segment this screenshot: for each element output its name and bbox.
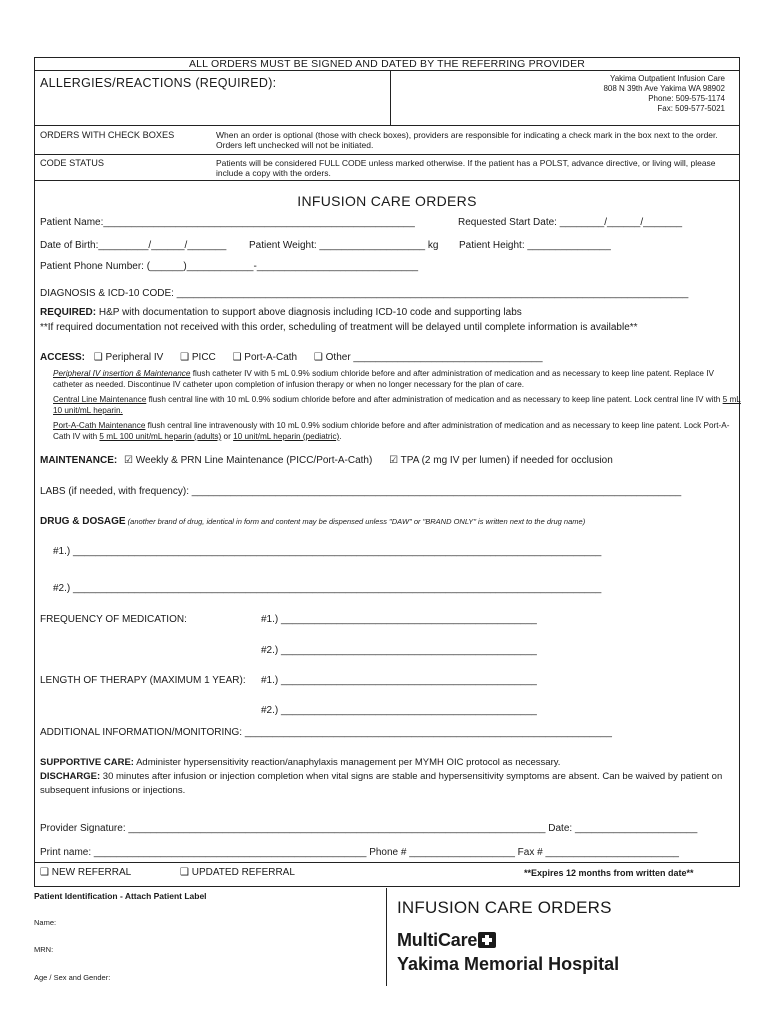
multicare-cross-icon xyxy=(478,932,496,948)
patient-id-name[interactable]: Name: xyxy=(34,918,57,927)
check-boxes-label: ORDERS WITH CHECK BOXES xyxy=(40,130,175,140)
piv-body: flush catheter IV with 5 mL 0.9% sodium chloride before and after administration of medication and as necessary to keep line patent. Replace IV catheter as needed. Discontinue IV catheter upon completion of infusion therapy or when no longer necessary for the plan of care. xyxy=(53,369,714,389)
hospital-name: Yakima Memorial Hospital xyxy=(397,954,620,974)
central-line-text xyxy=(53,394,743,416)
access-other-checkbox[interactable]: ❑ Other __________________________________ xyxy=(313,352,543,363)
discharge-text: 30 minutes after infusion or injection completion when vital signs are stable and hypersensitivity symptoms are absent. Can be waived by patient on subsequent infusions or injections. xyxy=(40,771,723,796)
frequency-line-2[interactable]: #2.) ______________________________________________ xyxy=(261,645,537,656)
length-line-2[interactable]: #2.) ______________________________________________ xyxy=(261,705,537,716)
form-title: INFUSION CARE ORDERS xyxy=(297,193,477,209)
required-label: REQUIRED: xyxy=(40,307,97,318)
access-picc-checkbox[interactable]: ❑ PICC xyxy=(180,352,216,363)
patient-name-field[interactable]: Patient Name:________________________________________________________ xyxy=(40,217,415,228)
updated-referral-checkbox[interactable]: ❑ UPDATED REFERRAL xyxy=(180,867,295,878)
supportive-care xyxy=(40,756,730,770)
length-label: LENGTH OF THERAPY (MAXIMUM 1 YEAR): xyxy=(40,675,246,686)
cl-body: flush central line with 10 mL 0.9% sodium chloride before and after administration of medication and as necessary to keep line patent. Lock central line IV with xyxy=(146,395,723,404)
length-line-1[interactable]: #1.) ______________________________________________ xyxy=(261,675,537,686)
patient-id-title: Patient Identification - Attach Patient Label xyxy=(34,891,207,901)
discharge xyxy=(40,770,730,798)
provider-signature-field[interactable]: Provider Signature: ___________________________________________________________________________ Date: ______________________ xyxy=(40,823,698,834)
expires-note: **Expires 12 months from written date** xyxy=(524,868,694,878)
labs-field[interactable]: LABS (if needed, with frequency): ________________________________________________________________________________________ xyxy=(40,486,682,497)
facility-address xyxy=(390,71,739,125)
brand-block xyxy=(386,888,740,986)
pac-dose-peds: 10 unit/mL heparin (pediatric) xyxy=(233,432,340,441)
pac-body: flush central line intravenously with 10 mL 0.9% sodium chloride before and after administration of medication and as necessary to keep line patent. Lock Port-A-Cath IV with xyxy=(53,421,730,441)
code-status-label: CODE STATUS xyxy=(40,158,104,168)
access-peripheral-checkbox[interactable]: ❑ Peripheral IV xyxy=(93,352,164,363)
drug-line-2[interactable]: #2.) _______________________________________________________________________________________________ xyxy=(53,583,602,594)
check-boxes-row xyxy=(35,127,739,155)
frequency-line-1[interactable]: #1.) ______________________________________________ xyxy=(261,614,537,625)
facility-fax: Fax: 509-577-5021 xyxy=(657,104,725,113)
access-port-checkbox[interactable]: ❑ Port-A-Cath xyxy=(232,352,298,363)
access-label: ACCESS: xyxy=(40,352,86,363)
required-line xyxy=(40,307,522,318)
signature-banner: ALL ORDERS MUST BE SIGNED AND DATED BY THE REFERRING PROVIDER xyxy=(35,58,739,71)
drug-line-1[interactable]: #1.) _______________________________________________________________________________________________ xyxy=(53,546,602,557)
cl-title: Central Line Maintenance xyxy=(53,395,147,404)
allergies-label: ALLERGIES/REACTIONS (REQUIRED): xyxy=(40,76,277,90)
required-text: H&P with documentation to support above diagnosis including ICD-10 code and supporting labs xyxy=(96,307,522,318)
diagnosis-field[interactable]: DIAGNOSIS & ICD-10 CODE: ____________________________________________________________________________________________ xyxy=(40,288,689,299)
supportive-label: SUPPORTIVE CARE: xyxy=(40,757,134,768)
facility-street: 808 N 39th Ave Yakima WA 98902 xyxy=(603,84,725,93)
dob-field[interactable]: Date of Birth:_________/______/_______ xyxy=(40,240,227,251)
cl-dose: 5 mL 10 unit/mL heparin. xyxy=(53,395,741,415)
drug-dosage-heading xyxy=(40,516,585,527)
phone-field[interactable]: Patient Phone Number: (______)____________-_____________________________ xyxy=(40,261,419,272)
required-note: **If required documentation not received with this order, scheduling of treatment will be delayed until complete information is available** xyxy=(40,322,638,333)
pac-or: or xyxy=(221,432,234,441)
allergies-row xyxy=(35,71,739,126)
brand-name: MultiCare xyxy=(397,930,478,950)
print-name-field[interactable]: Print name: _________________________________________________ Phone # ___________________ Fax # ________________________ xyxy=(40,847,679,858)
check-boxes-text: When an order is optional (those with check boxes), providers are responsible for indicating a check mark in the box next to the order. Orders left unchecked will not be initiated. xyxy=(216,130,718,150)
divider xyxy=(34,862,740,863)
maintenance-weekly-checkbox[interactable]: ☑ Weekly & PRN Line Maintenance (PICC/Port-A-Cath) xyxy=(124,455,373,466)
footer-title: INFUSION CARE ORDERS xyxy=(397,898,612,917)
drug-label: DRUG & DOSAGE xyxy=(40,516,126,527)
access-row xyxy=(40,352,543,363)
code-status-text: Patients will be considered FULL CODE unless marked otherwise. If the patient has a POLST, advance directive, or living will, please include a copy with the orders. xyxy=(216,158,716,178)
drug-note: (another brand of drug, identical in form and content may be dispensed unless "DAW" or "BRAND ONLY" is written next to the drug name) xyxy=(125,517,586,526)
peripheral-iv-text xyxy=(53,368,743,390)
additional-info-field[interactable]: ADDITIONAL INFORMATION/MONITORING: __________________________________________________________________ xyxy=(40,727,612,738)
patient-id-age[interactable]: Age / Sex and Gender: xyxy=(34,973,111,982)
discharge-label: DISCHARGE: xyxy=(40,771,101,782)
height-field[interactable]: Patient Height: _______________ xyxy=(459,240,611,251)
maintenance-row xyxy=(40,455,613,466)
start-date-field[interactable]: Requested Start Date: ________/______/_______ xyxy=(458,217,683,228)
code-status-row xyxy=(35,155,739,181)
maintenance-label: MAINTENANCE: xyxy=(40,455,118,466)
pac-dose-adult: 5 mL 100 unit/mL heparin (adults) xyxy=(99,432,222,441)
port-a-cath-text xyxy=(53,420,743,442)
facility-name: Yakima Outpatient Infusion Care xyxy=(609,74,725,83)
supportive-text: Administer hypersensitivity reaction/anaphylaxis management per MYMH OIC protocol as necessary. xyxy=(133,757,561,768)
weight-field[interactable]: Patient Weight: ___________________ kg xyxy=(249,240,439,251)
new-referral-checkbox[interactable]: ❑ NEW REFERRAL xyxy=(40,867,132,878)
pac-title: Port-A-Cath Maintenance xyxy=(53,421,146,430)
facility-phone: Phone: 509-575-1174 xyxy=(648,94,725,103)
patient-id-mrn[interactable]: MRN: xyxy=(34,945,54,954)
pac-end: . xyxy=(339,432,342,441)
frequency-label: FREQUENCY OF MEDICATION: xyxy=(40,614,187,625)
maintenance-tpa-checkbox[interactable]: ☑ TPA (2 mg IV per lumen) if needed for occlusion xyxy=(389,455,613,466)
piv-title: Peripheral IV insertion & Maintenance xyxy=(53,369,191,378)
